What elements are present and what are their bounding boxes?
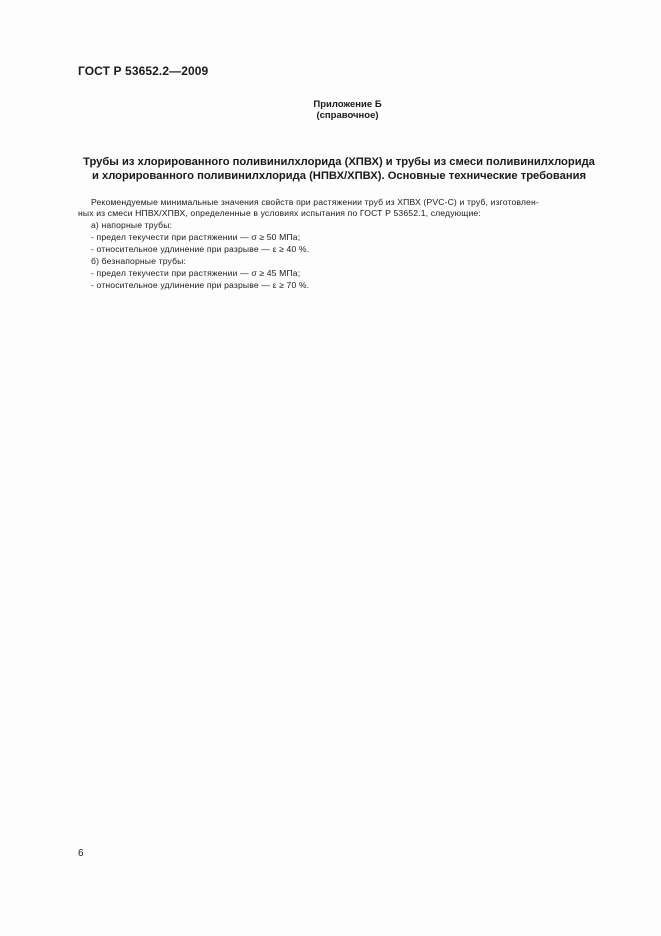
nonpressure-yield-strength-item: - предел текучести при растяжении — σ ≥ 45 МПа; [91,268,301,278]
section-title-line-2: и хлорированного поливинилхлорида (НПВХ/ХПВХ). Основные технические требования [91,170,586,182]
pressure-pipes-heading: а) напорные трубы: [91,220,173,230]
nonpressure-pipes-heading: б) безнапорные трубы: [91,256,187,266]
section-title-line-1: Трубы из хлорированного поливинилхлорида (ХПВХ) и трубы из смеси поливинилхлорида [83,156,595,168]
standard-number-header: ГОСТ Р 53652.2—2009 [78,64,209,78]
page-number: 6 [78,848,84,859]
nonpressure-elongation-item: - относительное удлинение при разрыве — ε ≥ 70 %. [91,280,310,290]
intro-paragraph-line-1: Рекомендуемые минимальные значения свойств при растяжении труб из ХПВХ (PVC-C) и труб, изготовлен- [91,197,539,207]
annex-kind: (справочное) [316,110,379,121]
annex-title: Приложение Б [313,99,382,110]
pressure-yield-strength-item: - предел текучести при растяжении — σ ≥ 50 МПа; [91,232,301,242]
pressure-elongation-item: - относительное удлинение при разрыве — ε ≥ 40 %. [91,244,310,254]
intro-paragraph-line-2: ных из смеси НПВХ/ХПВХ, определенные в условиях испытания по ГОСТ Р 53652.1, следующие: [78,208,481,218]
